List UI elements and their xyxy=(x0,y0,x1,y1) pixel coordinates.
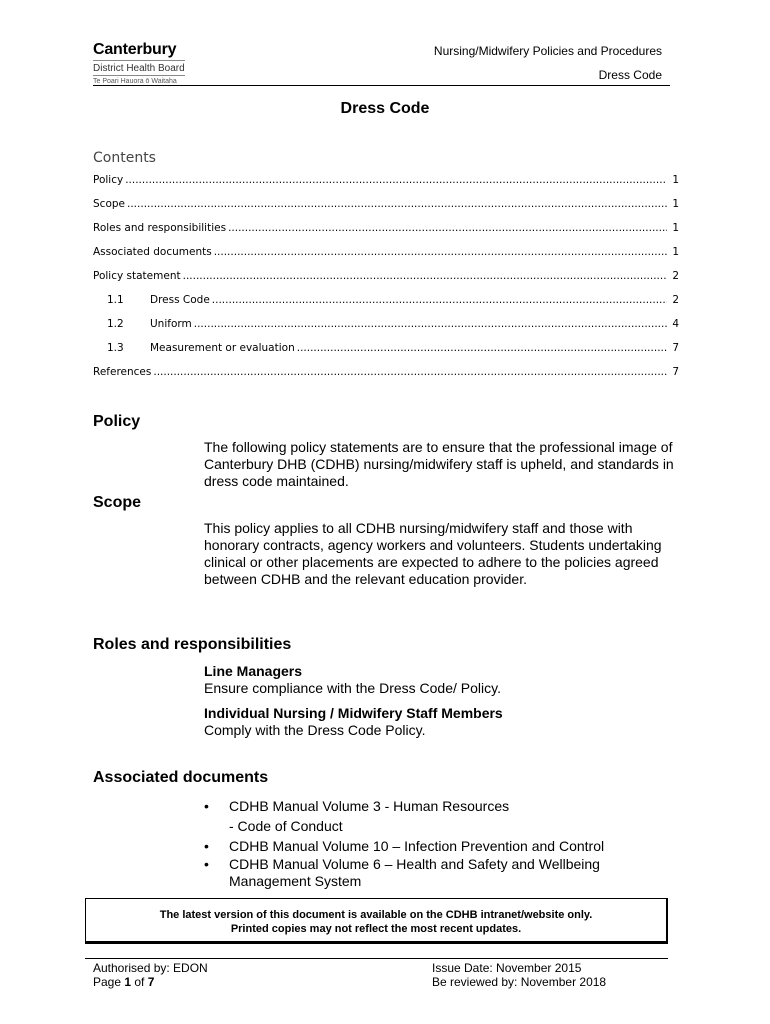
toc-entry-page: 4 xyxy=(672,318,679,330)
bullet-icon: • xyxy=(204,798,209,814)
header-rule xyxy=(93,85,670,86)
toc-dot-leader xyxy=(127,196,667,212)
toc-entry-number: 1.1 xyxy=(107,294,124,306)
section-heading-policy: Policy xyxy=(93,413,141,430)
list-item-text-cont: - Code of Conduct xyxy=(229,818,343,834)
list-item-text: CDHB Manual Volume 10 – Infection Prevention and Control xyxy=(229,838,605,854)
list-item xyxy=(204,836,674,856)
notice-line: Printed copies may not reflect the most recent updates. xyxy=(230,923,522,935)
review-date: Be reviewed by: November 2018 xyxy=(432,975,607,989)
authorised-by: Authorised by: EDON xyxy=(93,961,208,975)
toc-entry-page: 1 xyxy=(672,246,679,258)
logo-org-maori: Te Poari Hauora ō Waitaha xyxy=(93,78,177,85)
toc-entry-number: 1.3 xyxy=(107,342,124,354)
toc-entry-page: 7 xyxy=(672,342,679,354)
toc-entry-label: Roles and responsibilities xyxy=(93,222,227,234)
toc-entry-page: 1 xyxy=(672,174,679,186)
list-item xyxy=(204,796,674,836)
toc-entry[interactable] xyxy=(93,268,679,292)
toc-entry-label: Measurement or evaluation xyxy=(150,342,295,354)
logo-org-name: Canterbury xyxy=(93,41,177,58)
bullet-icon: • xyxy=(204,856,209,872)
toc-entry[interactable] xyxy=(93,220,679,244)
table-of-contents xyxy=(93,172,679,388)
toc-entry[interactable] xyxy=(93,172,679,196)
associated-docs-list xyxy=(204,796,674,890)
role-title: Individual Nursing / Midwifery Staff Members xyxy=(204,705,503,721)
doc-series: Nursing/Midwifery Policies and Procedures xyxy=(433,44,662,58)
list-item-text: CDHB Manual Volume 6 – Health and Safety and Wellbeing xyxy=(229,856,600,872)
toc-dot-leader xyxy=(183,268,667,284)
toc-entry-label: References xyxy=(93,366,152,378)
list-item-text-cont: Management System xyxy=(229,873,362,889)
toc-entry-label: Policy statement xyxy=(93,270,181,282)
toc-entry-page: 7 xyxy=(672,366,679,378)
version-notice-box xyxy=(85,898,668,944)
toc-entry-label: Associated documents xyxy=(93,246,212,258)
page-of: of xyxy=(131,975,148,989)
toc-entry-label: Dress Code xyxy=(150,294,210,306)
list-item xyxy=(204,856,674,890)
toc-dot-leader xyxy=(125,172,667,188)
toc-entry-label: Uniform xyxy=(150,318,192,330)
bullet-icon: • xyxy=(204,838,209,854)
section-heading-roles: Roles and responsibilities xyxy=(93,636,292,653)
toc-dot-leader xyxy=(214,244,667,260)
logo-org-sub: District Health Board xyxy=(93,63,185,74)
doc-short-title: Dress Code xyxy=(598,68,662,82)
footer-left xyxy=(93,961,208,989)
page-title: Dress Code xyxy=(340,100,430,117)
page-prefix: Page xyxy=(93,975,125,989)
toc-dot-leader xyxy=(153,364,667,380)
list-item-text: CDHB Manual Volume 3 - Human Resources xyxy=(229,798,510,814)
footer-right xyxy=(432,961,606,989)
role-desc: Comply with the Dress Code Policy. xyxy=(204,722,426,738)
toc-dot-leader xyxy=(194,316,667,332)
toc-entry-number: 1.2 xyxy=(107,318,124,330)
toc-entry[interactable] xyxy=(93,316,679,340)
footer-rule xyxy=(85,958,668,959)
role-title: Line Managers xyxy=(204,663,303,679)
role-desc: Ensure compliance with the Dress Code/ Policy. xyxy=(204,680,501,696)
toc-dot-leader xyxy=(297,340,667,356)
issue-date: Issue Date: November 2015 xyxy=(432,961,582,975)
toc-entry[interactable] xyxy=(93,364,679,388)
toc-entry[interactable] xyxy=(93,292,679,316)
toc-dot-leader xyxy=(228,220,667,236)
page-number xyxy=(93,975,208,989)
logo-divider xyxy=(93,60,185,61)
toc-dot-leader xyxy=(212,292,667,308)
scope-text: This policy applies to all CDHB nursing/midwifery staff and those with honorary contracts, agency workers and volunteers. Students undertaking clinical or other placements are expected to adhere to the policies agreed between CDHB and the relevant education provider. xyxy=(204,520,662,587)
notice-line: The latest version of this document is available on the CDHB intranet/website only. xyxy=(159,909,593,921)
toc-entry-page: 2 xyxy=(672,294,679,306)
toc-entry-page: 1 xyxy=(672,198,679,210)
toc-entry[interactable] xyxy=(93,340,679,364)
section-heading-associated: Associated documents xyxy=(93,769,269,786)
toc-entry-page: 1 xyxy=(672,222,679,234)
toc-heading: Contents xyxy=(93,150,156,166)
toc-entry[interactable] xyxy=(93,196,679,220)
policy-text: The following policy statements are to ensure that the professional image of Canterbury DHB (CDHB) nursing/midwifery staff is upheld, and standards in dress code maintained. xyxy=(204,439,674,489)
roles-list xyxy=(204,663,674,747)
section-heading-scope: Scope xyxy=(93,494,142,511)
toc-entry-page: 2 xyxy=(672,270,679,282)
toc-entry[interactable] xyxy=(93,244,679,268)
page-total: 7 xyxy=(147,975,155,989)
toc-entry-label: Scope xyxy=(93,198,125,210)
cdhb-logo xyxy=(93,41,223,86)
toc-entry-label: Policy xyxy=(93,174,124,186)
role-item xyxy=(204,705,674,739)
page-current: 1 xyxy=(124,975,132,989)
role-item xyxy=(204,663,674,697)
logo-divider xyxy=(93,75,185,76)
